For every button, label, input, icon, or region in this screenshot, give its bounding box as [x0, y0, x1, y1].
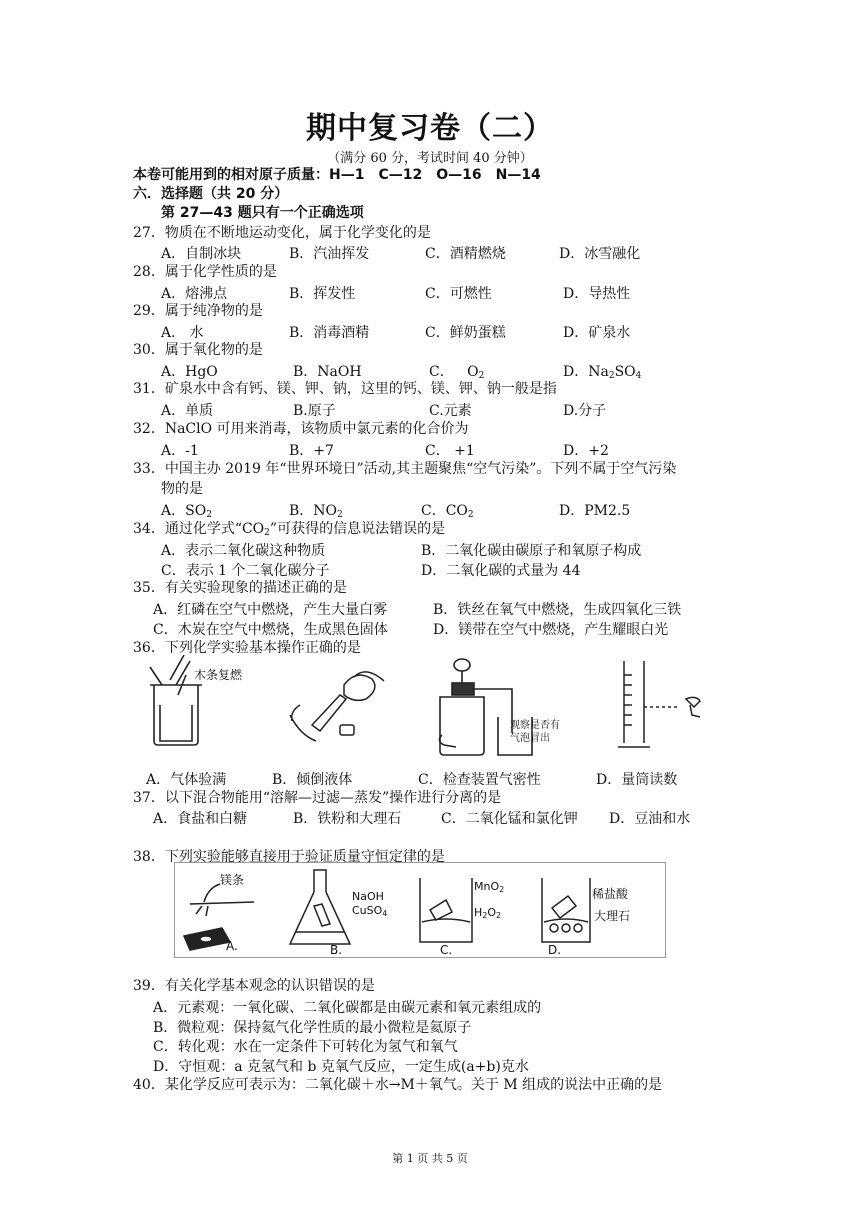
q29-option-c: C．鲜奶蛋糕 — [425, 325, 506, 341]
q36-option-c: C．检查装置气密性 — [418, 772, 541, 788]
q38-label-naoh: NaOH — [352, 890, 384, 903]
page-footer: 第 1 页 共 5 页 — [392, 1152, 468, 1165]
q34-option-d: D．二氧化碳的式量为 44 — [421, 563, 581, 579]
pouring-figure — [290, 672, 384, 741]
q33-option-b: B．$NO_2$ — [289, 503, 343, 520]
q30-option-a: A．HgO — [161, 364, 218, 380]
q29-option-b: B．消毒酒精 — [289, 325, 370, 341]
question-36: 36．下列化学实验基本操作正确的是 — [133, 640, 361, 656]
beaker-c-figure — [420, 878, 472, 942]
section-heading: 六．选择题（共 20 分） — [133, 186, 289, 202]
q36-option-a: A．气体验满 — [146, 772, 227, 788]
q38-label-hcl: 稀盐酸 — [592, 887, 629, 901]
q28-option-c: C．可燃性 — [425, 286, 492, 302]
q33-option-d: D．PM2.5 — [559, 503, 631, 519]
question-32: 32．NaClO 可用来消毒，该物质中氯元素的化合价为 — [133, 421, 469, 437]
q32-option-d: D．+2 — [563, 443, 609, 459]
beaker-d-figure — [542, 878, 590, 942]
q38-label-cuso4: CuSO4 — [352, 904, 388, 918]
q31-option-b: B.原子 — [293, 403, 336, 419]
q29-option-a: A． 水 — [161, 325, 204, 341]
q31-option-c: C.元素 — [429, 403, 472, 419]
q38-label-mg: 镁条 — [220, 873, 245, 887]
q36-label-c2: 气泡冒出 — [510, 733, 550, 744]
q39-option-c: C．转化观：水在一定条件下可转化为氢气和氧气 — [153, 1039, 458, 1055]
q33-option-c: C．$CO_2$ — [421, 503, 474, 520]
section-instruction: 第 27—43 题只有一个正确选项 — [161, 205, 364, 221]
question-28: 28．属于化学性质的是 — [133, 264, 277, 280]
q30-option-b: B．NaOH — [293, 364, 362, 380]
question-40: 40．某化学反应可表示为：二氧化碳＋水→M＋氧气。关于 M 组成的说法中正确的是 — [133, 1077, 663, 1093]
q39-option-b: B．微粒观：保持氦气化学性质的最小微粒是氦原子 — [153, 1020, 472, 1036]
q32-option-c: C． +1 — [425, 443, 475, 459]
q30-option-c: C． $O_2$ — [429, 364, 485, 381]
question-33: 33．中国主办 2019 年“世界环境日”活动,其主题聚焦“空气污染”。下列不属于空气污染 — [133, 461, 677, 477]
question-30: 30．属于氧化物的是 — [133, 342, 263, 358]
q29-option-d: D．矿泉水 — [563, 325, 631, 341]
q27-option-b: B．汽油挥发 — [289, 246, 370, 262]
atomic-masses: 本卷可能用到的相对原子质量：H—1 C—12 O—16 N—14 — [133, 167, 541, 183]
q36-label-c1: 观察是否有 — [510, 720, 560, 731]
q36-option-d: D．量筒读数 — [596, 772, 678, 788]
q37-option-d: D．豆油和水 — [609, 811, 691, 827]
q36-label-a: 木条复燃 — [194, 668, 243, 682]
q38-label-a: A. — [226, 939, 238, 953]
q38-figures — [174, 862, 666, 958]
q38-label-c: C. — [440, 943, 453, 957]
q28-option-b: B．挥发性 — [289, 286, 356, 302]
q35-option-d: D．镁带在空气中燃烧，产生耀眼白光 — [433, 622, 669, 638]
q38-label-b: B. — [330, 943, 343, 957]
q34-option-a: A．表示二氧化碳这种物质 — [161, 543, 326, 559]
q31-option-a: A．单质 — [161, 403, 214, 419]
question-37: 37．以下混合物能用“溶解—过滤—蒸发”操作进行分离的是 — [133, 790, 502, 806]
q37-option-c: C．二氧化锰和氯化钾 — [441, 811, 578, 827]
q35-option-a: A．红磷在空气中燃烧，产生大量白雾 — [153, 602, 388, 618]
cylinder-figure — [618, 661, 700, 747]
q37-option-a: A．食盐和白糖 — [153, 811, 248, 827]
q33-option-a: A．$SO_2$ — [161, 503, 212, 520]
q38-label-d: D. — [548, 943, 562, 957]
magnesium-figure — [184, 884, 254, 950]
q27-option-a: A．自制冰块 — [161, 246, 242, 262]
question-39: 39．有关化学基本观念的认识错误的是 — [133, 978, 375, 994]
q27-option-c: C．酒精燃烧 — [425, 246, 506, 262]
question-29: 29．属于纯净物的是 — [133, 303, 263, 319]
question-33-cont: 物的是 — [161, 481, 203, 497]
question-34: 34．通过化学式“$CO_2$”可获得的信息说法错误的是 — [133, 521, 446, 538]
question-27: 27．物质在不断地运动变化，属于化学变化的是 — [133, 225, 431, 241]
question-38: 38．下列实验能够直接用于验证质量守恒定律的是 — [133, 849, 445, 865]
q38-label-h2o2: H2O2 — [474, 906, 502, 920]
q32-option-a: A．-1 — [161, 443, 199, 459]
q27-option-d: D．冰雪融化 — [559, 246, 641, 262]
q34-option-c: C．表示 1 个二氧化碳分子 — [161, 563, 330, 579]
q36-figures — [140, 655, 720, 765]
flask-figure — [290, 870, 350, 944]
q28-option-d: D．导热性 — [563, 286, 631, 302]
q32-option-b: B．+7 — [289, 443, 334, 459]
q36-option-b: B．倾倒液体 — [272, 772, 353, 788]
q38-label-mno2: MnO2 — [474, 880, 505, 894]
q38-label-marble: 大理石 — [594, 909, 631, 923]
question-31: 31．矿泉水中含有钙、镁、钾、钠，这里的钙、镁、钾、钠一般是指 — [133, 381, 557, 397]
q35-option-b: B．铁丝在氧气中燃烧，生成四氧化三铁 — [433, 602, 682, 618]
q34-option-b: B．二氧化碳由碳原子和氧原子构成 — [421, 543, 642, 559]
q39-option-a: A．元素观：一氧化碳、二氧化碳都是由碳元素和氧元素组成的 — [153, 1000, 542, 1016]
question-35: 35．有关实验现象的描述正确的是 — [133, 580, 347, 596]
exam-info: （满分 60 分，考试时间 40 分钟） — [327, 151, 533, 166]
q39-option-d: D．守恒观：a 克氢气和 b 克氧气反应，一定生成(a+b)克水 — [153, 1059, 529, 1075]
q35-option-c: C．木炭在空气中燃烧，生成黑色固体 — [153, 622, 388, 638]
q37-option-b: B．铁粉和大理石 — [293, 811, 402, 827]
q28-option-a: A．熔沸点 — [161, 286, 228, 302]
page-title: 期中复习卷（二） — [306, 111, 554, 146]
q31-option-d: D.分子 — [563, 403, 607, 419]
q30-option-d: D．$Na_2SO_4$ — [563, 364, 642, 381]
